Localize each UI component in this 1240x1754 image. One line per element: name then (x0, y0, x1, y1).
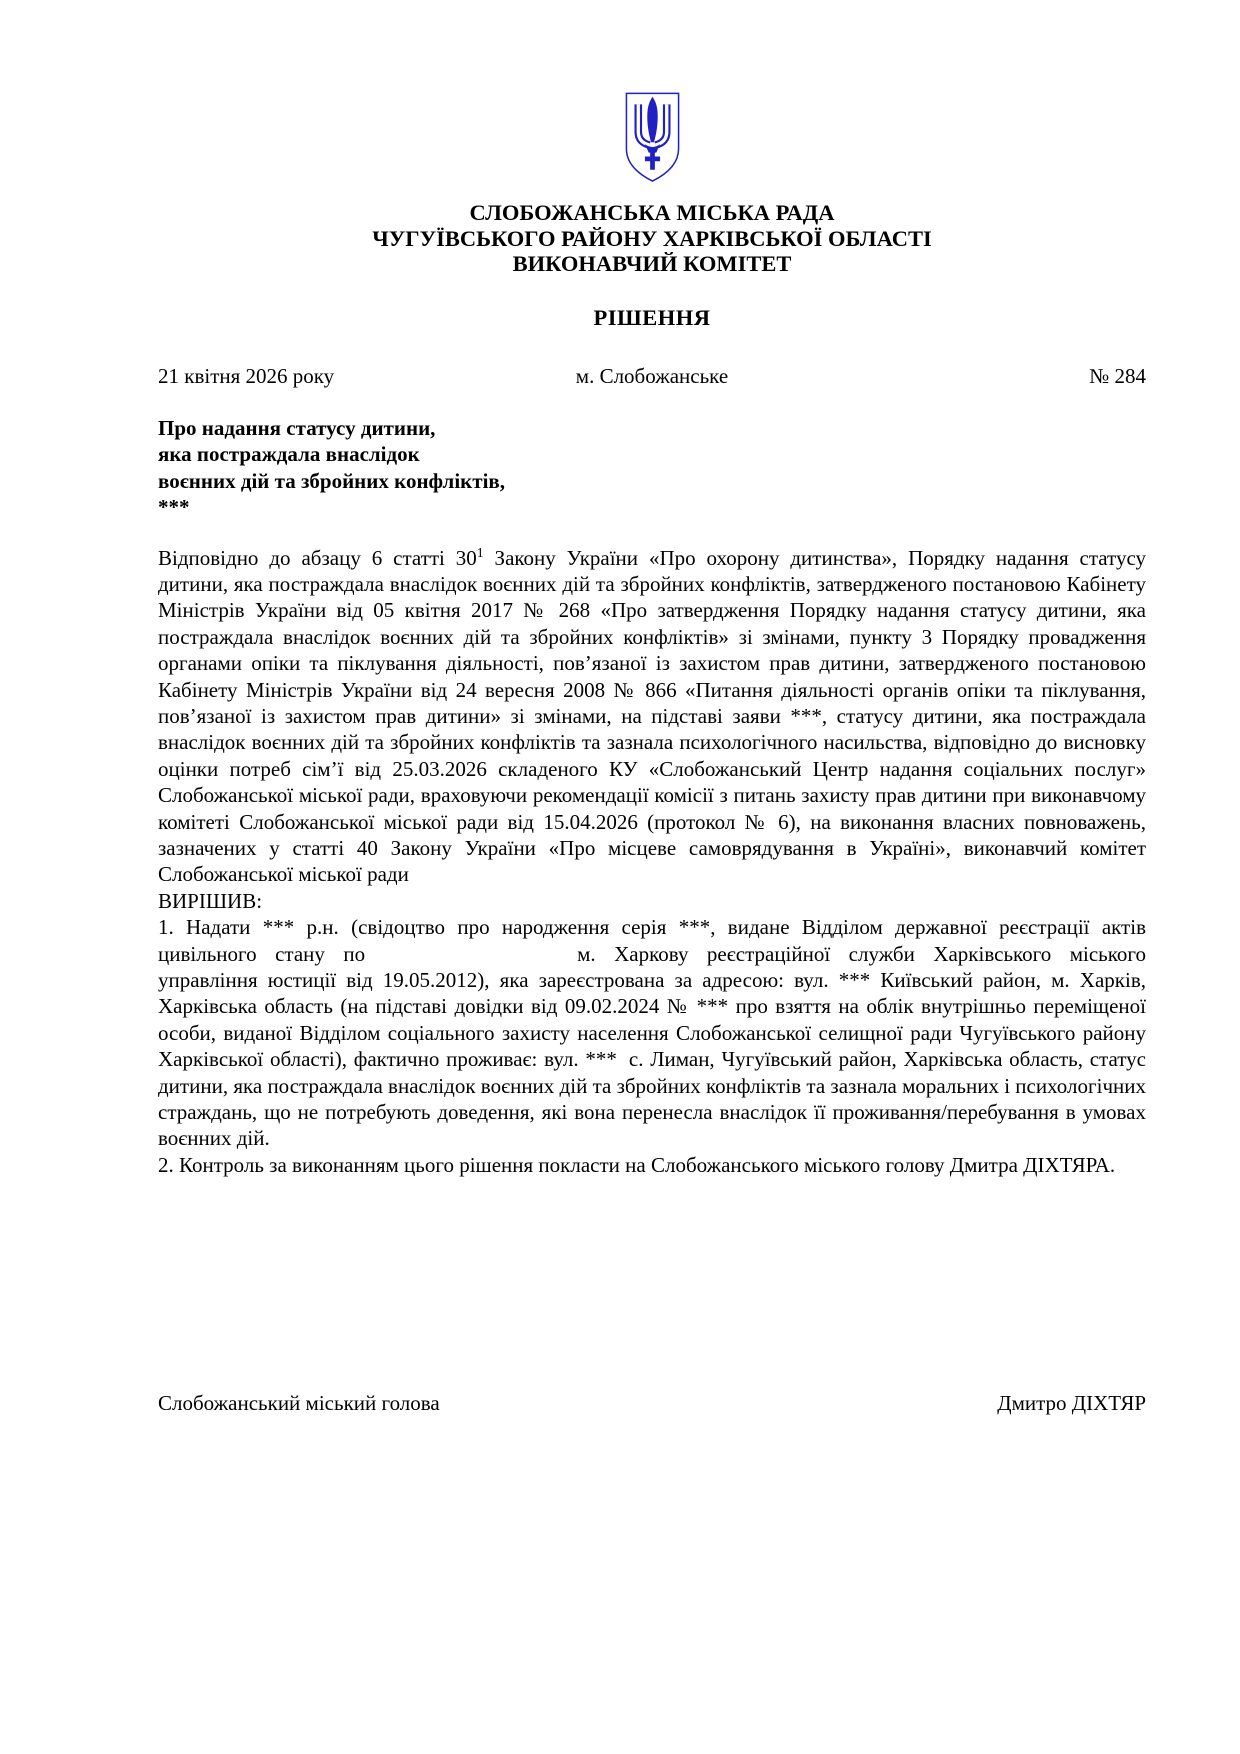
document-subject (158, 415, 1146, 521)
document-type-title: РІШЕННЯ (593, 304, 711, 330)
organization-header (158, 200, 1146, 277)
item1-text-part1: 1. Надати *** р.н. (свідоцтво про народження серія ***, видане Відділом державної реєстрації актів цивільного стану по (158, 915, 1146, 966)
document-body (158, 545, 1146, 1179)
org-name-line1: СЛОБОЖАНСЬКА МІСЬКА РАДА (469, 200, 835, 225)
resolved-label: ВИРІШИВ: (158, 888, 263, 913)
document-number: № 284 (1089, 363, 1146, 388)
signatory-position: Слобожанський міський голова (158, 1391, 440, 1416)
subject-line2: яка постраждала внаслідок (158, 442, 420, 466)
document-content (158, 0, 1146, 1416)
resolution-item-2: 2. Контроль за виконанням цього рішення покласти на Слобожанського міського голову Дмитра ДІХТЯРА. (158, 1152, 1116, 1177)
emblem-container (158, 92, 1146, 188)
preamble-paragraph (158, 545, 1146, 888)
preamble-text-start: Відповідно до абзацу 6 статті 30 (158, 545, 477, 570)
signature-row (158, 1390, 1146, 1416)
subject-line1: Про надання статусу дитини, (158, 415, 436, 440)
statute-superscript: 1 (476, 544, 484, 560)
org-name-line2: ЧУГУЇВСЬКОГО РАЙОНУ ХАРКІВСЬКОЇ ОБЛАСТІ (372, 225, 932, 251)
document-meta-row (158, 363, 1146, 389)
org-name-line3: ВИКОНАВЧИЙ КОМІТЕТ (512, 251, 792, 276)
subject-line3: воєнних дій та збройних конфліктів, (158, 468, 506, 493)
item1-text-part3: с. Лиман, Чугуївський район, Харківська область, статус дитини, яка постраждала внаслідок воєнних дій та збройних конфліктів та зазнала моральних і психологічних страждань, що не потребують доведення, які вона перенесла внаслідок її проживання/перебування в умовах воєнних дій. (158, 1047, 1146, 1151)
document-place: м. Слобожанське (575, 363, 729, 388)
preamble-text-rest: Закону України «Про охорону дитинства», Порядку надання статусу дитини, яка постраждала внаслідок воєнних дій та збройних конфліктів, затвердженого постановою Кабінету Міністрів України від 05 квітня 2017 № 268 «Про затвердження Порядку надання статусу дитини, яка постраждала внаслідок воєнних дій та збройних конфліктів» зі змінами, пункту 3 Порядку провадження органами опіки та піклування діяльності, пов’язаної із захистом прав дитини, затвердженого постановою Кабінету Міністрів України від 24 вересня 2008 № 866 «Питання діяльності органів опіки та піклування, пов’язаної із захистом прав дитини» зі змінами, на підставі заяви ***, статусу дитини, яка постраждала внаслідок воєнних дій та збройних конфліктів та зазнала психологічного насильства, відповідно до висновку оцінки потреб сім’ї від 25.03.2026 складеного КУ «Слобожанський Центр надання соціальних послуг» Слобожанської міської ради, враховуючи рекомендації комісії з питань захисту прав дитини при виконавчому комітеті Слобожанської міської ради від 15.04.2026 (протокол № 6), на виконання власних повноважень, зазначених у статті 40 Закону України «Про місцеве самоврядування в Україні», виконавчий комітет Слобожанської міської ради (158, 545, 1146, 887)
item1-text-part2: м. Харкову реєстраційної служби Харківського міського управління юстиції від 19.05.2012), яка зареєстрована за адресою: вул. *** Київський район, м. Харків, Харківська область (на підставі довідки від 09.02.2024 № *** про взяття на облік внутрішньо переміщеної особи, виданої Відділом соціального захисту населення Слобожанської селищної ради Чугуївського району Харківської області), фактично проживає: вул. *** (158, 941, 1146, 1072)
signatory-name: Дмитро ДІХТЯР (997, 1391, 1146, 1416)
ukraine-trident-icon (624, 92, 681, 183)
document-date: 21 квітня 2026 року (158, 363, 335, 388)
subject-line4: *** (158, 495, 190, 519)
resolution-item-1 (158, 914, 1146, 1152)
